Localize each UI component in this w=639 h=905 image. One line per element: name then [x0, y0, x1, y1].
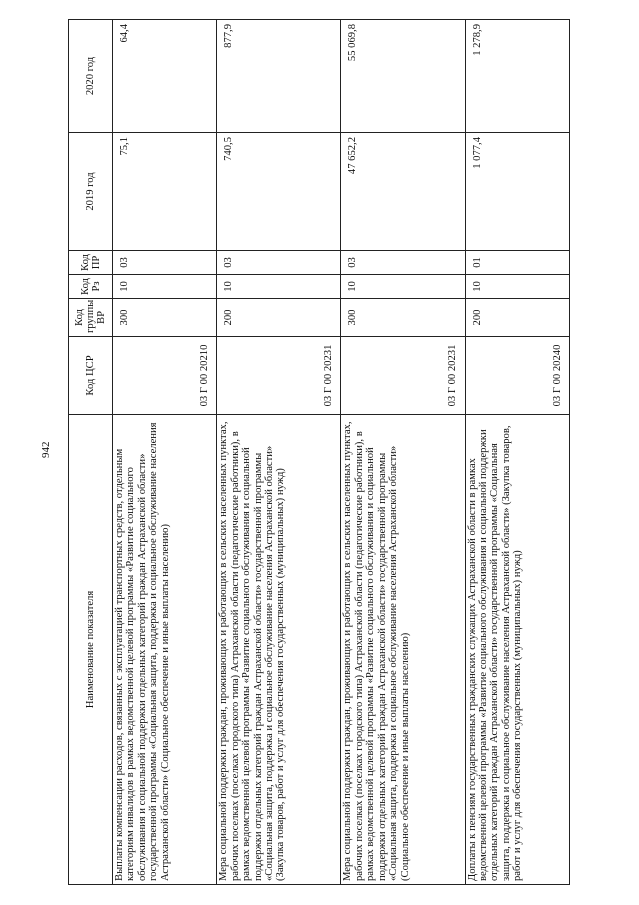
header-vr: Код группы ВР — [69, 299, 113, 337]
row-vr: 300 — [341, 299, 465, 337]
row-name: Мера социальной поддержки граждан, проживающих и работающих в сельских населенных пунктах, рабочих поселках (поселках городского типа) Астраханской области (педагогические работники), в рамках ведомственной целевой программы «Развитие социального обслуживания и социальной поддержки отдельных категорий граждан Астраханской области» государственной программы «Социальная защита, поддержка и социальное обслуживание населения Астраханской области» (Закупка товаров, работ и услуг для обеспечения государственных (муниципальных) нужд) — [217, 415, 341, 885]
row-2020: 64,4 — [113, 20, 217, 133]
page-number: 942 — [40, 441, 52, 458]
row-csr: 03 Г 00 20240 — [465, 337, 569, 415]
row-vr: 300 — [113, 299, 217, 337]
row-2019: 47 652,2 — [341, 133, 465, 251]
row-name: Выплаты компенсации расходов, связанных с эксплуатацией транспортных средств, отдельным категориям инвалидов в рамках ведомственной целевой программы «Развитие социального обслуживания и социальной поддержки отдельных категорий граждан Астраханской области» государственной программы «Социальная защита, поддержка и социальное обслуживание населения Астраханской области» (Социальное обеспечение и иные выплаты населению) — [113, 415, 217, 885]
rotated-table-container — [68, 20, 570, 885]
row-vr: 200 — [465, 299, 569, 337]
row-pr: 03 — [217, 251, 341, 275]
row-2019: 740,5 — [217, 133, 341, 251]
header-csr: Код ЦСР — [69, 337, 113, 415]
budget-table — [68, 19, 570, 885]
table-row — [341, 20, 465, 885]
row-rz: 10 — [341, 275, 465, 299]
row-2020: 877,9 — [217, 20, 341, 133]
row-csr: 03 Г 00 20210 — [113, 337, 217, 415]
row-pr: 01 — [465, 251, 569, 275]
row-vr: 200 — [217, 299, 341, 337]
row-2020: 1 278,9 — [465, 20, 569, 133]
table-header-row — [69, 20, 113, 885]
header-2020: 2020 год — [69, 20, 113, 133]
table-row — [465, 20, 569, 885]
row-rz: 10 — [113, 275, 217, 299]
header-rz: Код Рз — [69, 275, 113, 299]
table-row — [113, 20, 217, 885]
table-row — [217, 20, 341, 885]
row-rz: 10 — [217, 275, 341, 299]
row-name: Мера социальной поддержки граждан, проживающих и работающих в сельских населенных пунктах, рабочих поселках (поселках городского типа) Астраханской области (педагогические работники), в рамках ведомственной целевой программы «Развитие социального обслуживания и социальной поддержки отдельных категорий граждан Астраханской области» государственной программы «Социальная защита, поддержка и социальное обслуживание населения Астраханской области» (Социальное обеспечение и иные выплаты населению) — [341, 415, 465, 885]
header-name: Наименование показателя — [69, 415, 113, 885]
row-name: Доплаты к пенсиям государственных гражданских служащих Астраханской области в рамках ведомственной целевой программы «Развитие социального обслуживания и социальной поддержки отдельных категорий граждан Астраханской области» государственной программы «Социальная защита, поддержка и социальное обслуживание населения Астраханской области» (Закупка товаров, работ и услуг для обеспечения государственных (муниципальных) нужд) — [465, 415, 569, 885]
header-pr: Код ПР — [69, 251, 113, 275]
row-pr: 03 — [113, 251, 217, 275]
header-2019: 2019 год — [69, 133, 113, 251]
row-csr: 03 Г 00 20231 — [217, 337, 341, 415]
row-2020: 55 069,8 — [341, 20, 465, 133]
row-2019: 1 077,4 — [465, 133, 569, 251]
row-csr: 03 Г 00 20231 — [341, 337, 465, 415]
row-rz: 10 — [465, 275, 569, 299]
row-pr: 03 — [341, 251, 465, 275]
row-2019: 75,1 — [113, 133, 217, 251]
